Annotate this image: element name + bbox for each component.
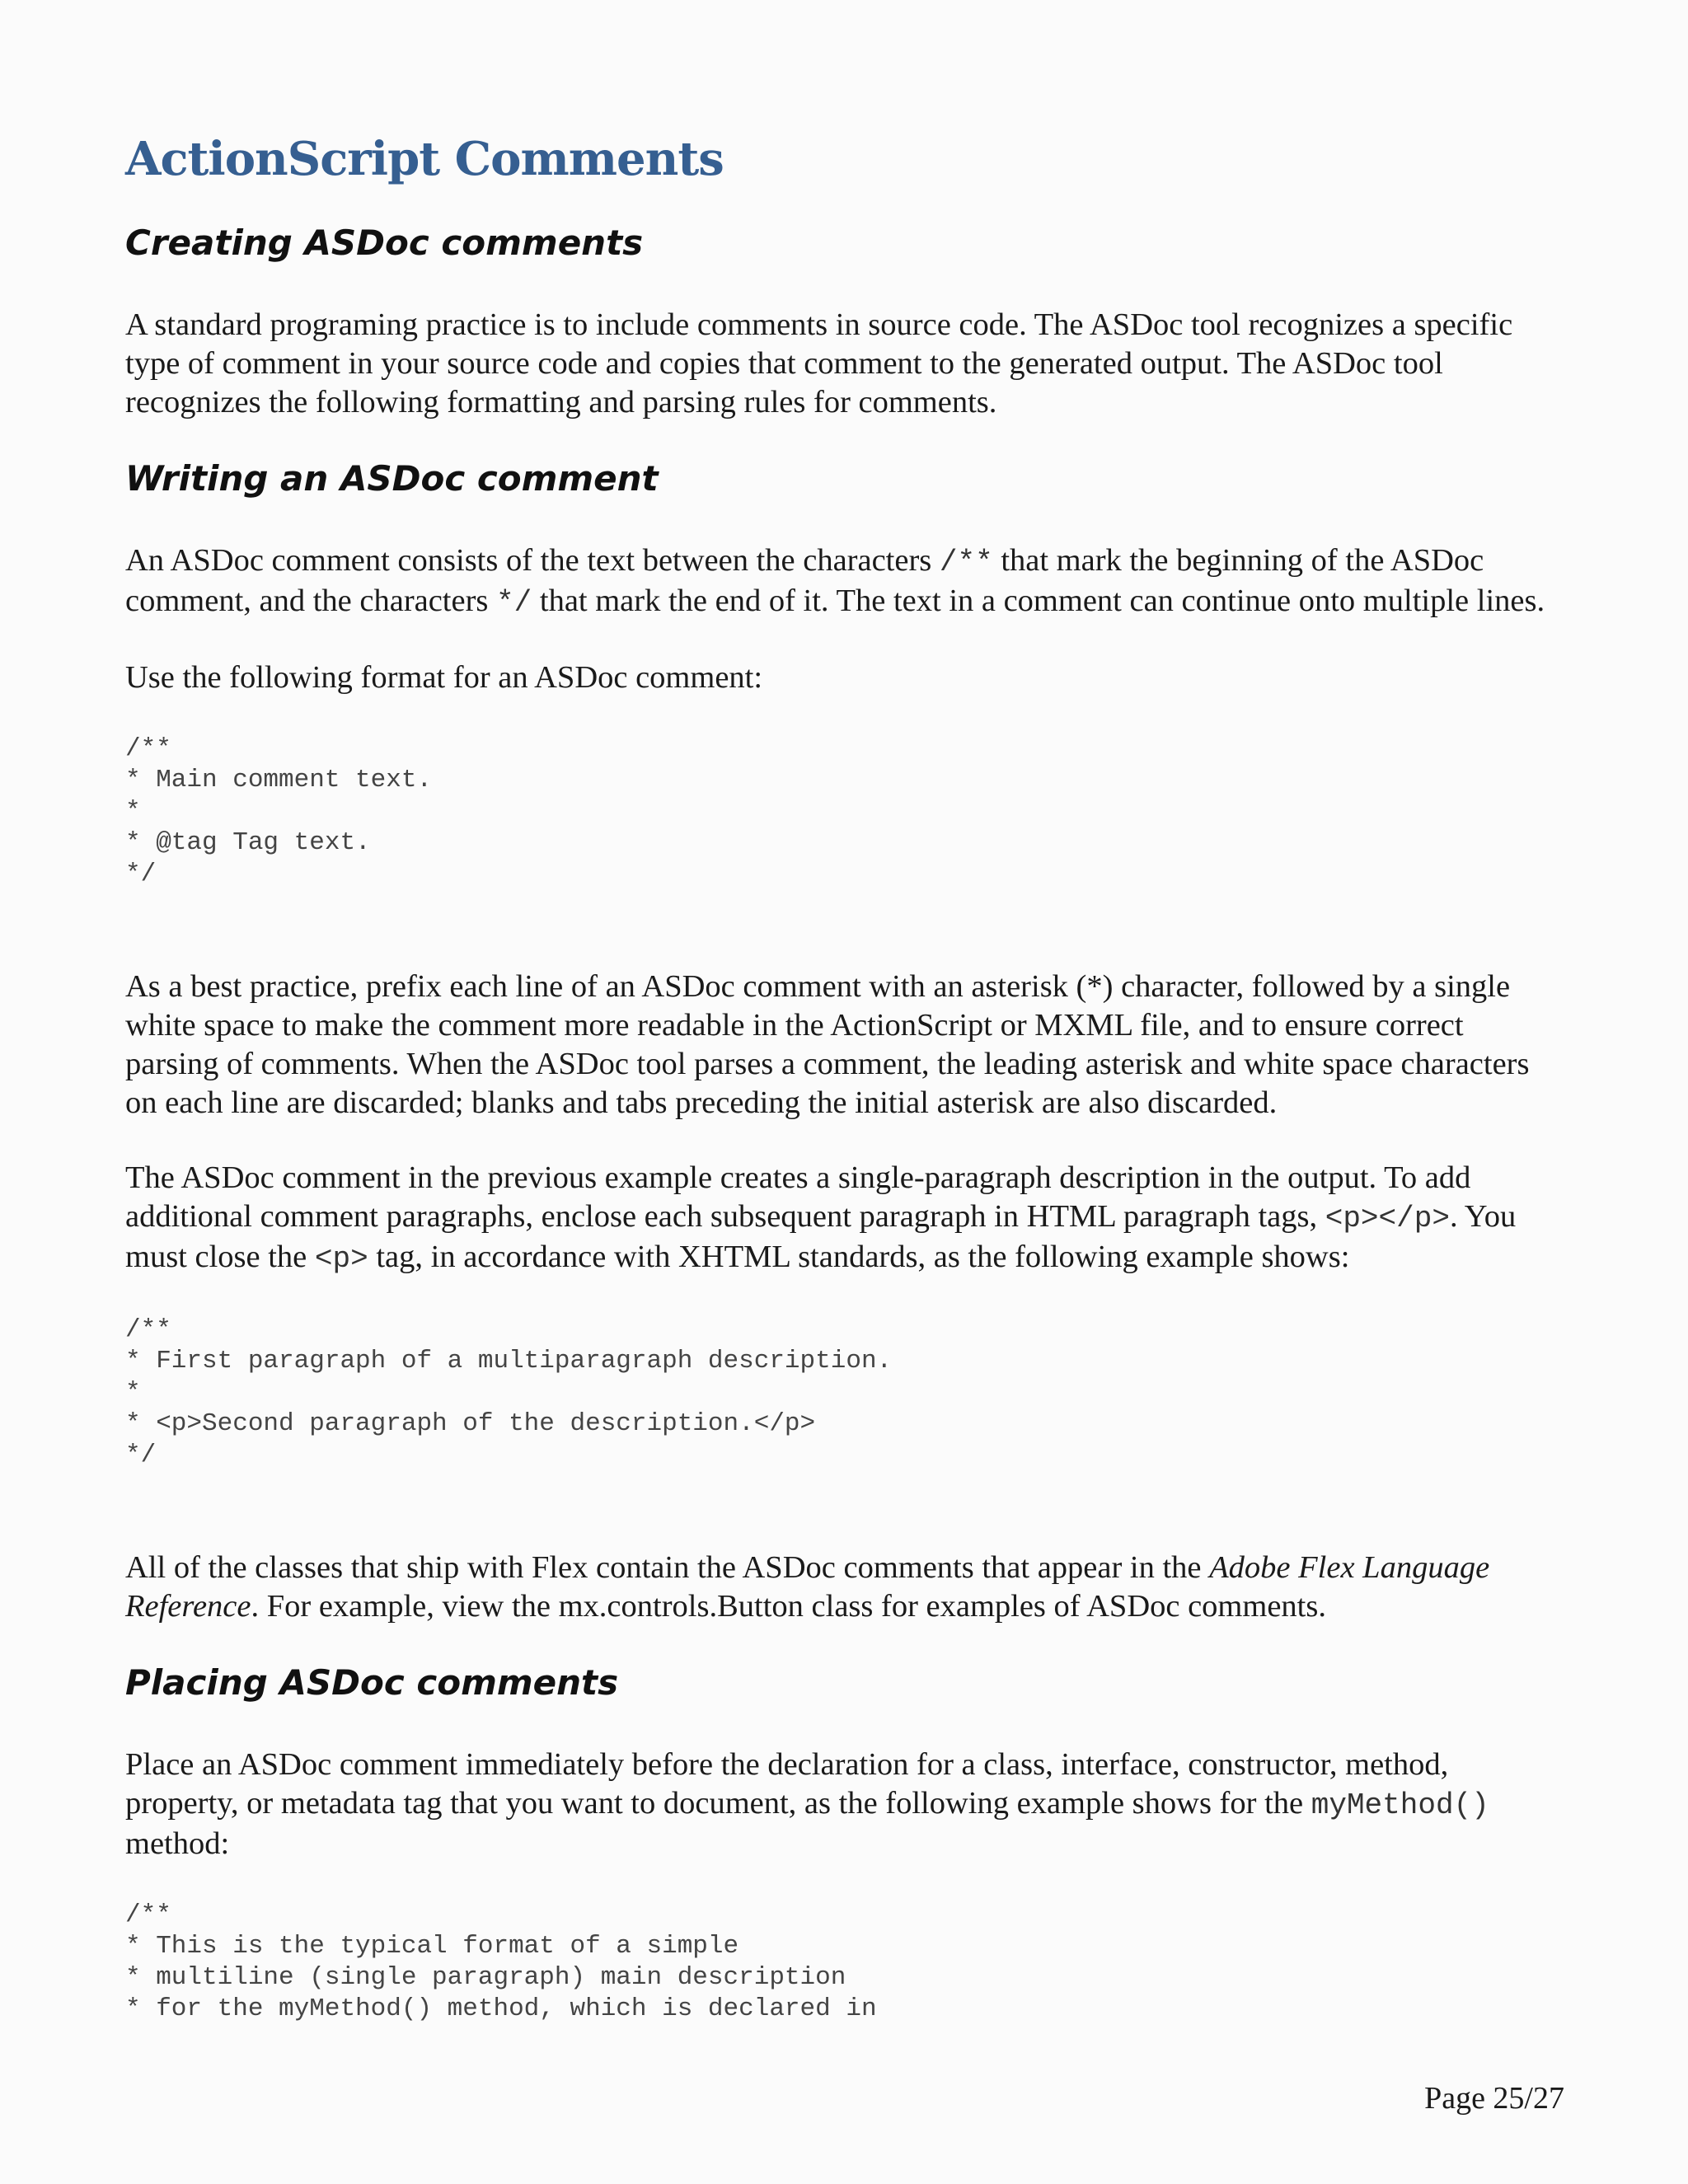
heading-creating-asdoc-comments: Creating ASDoc comments [125,223,644,263]
paragraph-creating-intro: A standard programing practice is to include comments in source code. The ASDoc tool recognizes a specific type of comment in your source code and copies that comment to the generated output. The ASDoc tool recognizes the following formatting and parsing rules for comments. [125,307,1513,419]
text-segment: An ASDoc comment consists of the text between the characters [125,543,940,578]
text-segment: The ASDoc comment in the previous example creates a single-paragraph description in the output. To add additional comment paragraphs, enclose each subsequent paragraph in HTML paragraph tags, [125,1160,1471,1234]
text-segment: . For example, view the mx.controls.Button class for examples of ASDoc comments. [251,1589,1326,1624]
inline-code: /** [939,546,993,579]
text-segment: method: [125,1826,230,1861]
text-segment: Place an ASDoc comment immediately before the declaration for a class, interface, constructor, method, property, or metadata tag that you want to document, as the following example shows for the [125,1747,1449,1821]
inline-code: myMethod() [1311,1788,1489,1822]
paragraph-multiparagraph [125,1159,1559,1278]
paragraph-format-intro: Use the following format for an ASDoc comment: [125,660,763,695]
code-block-multiparagraph: /** * First paragraph of a multiparagraph description. * * <p>Second paragraph of the description.</p> */ [125,1315,893,1469]
paragraph-best-practice: As a best practice, prefix each line of an ASDoc comment with an asterisk (*) character, followed by a single white space to make the comment more readable in the ActionScript or MXML file, and to ensure correct parsing of comments. When the ASDoc tool parses a comment, the leading asterisk and white space characters on each line are discarded; blanks and tabs preceding the initial asterisk are also discarded. [125,969,1530,1120]
document-page [125,132,1559,2102]
page-number: Page 25/27 [1424,2081,1564,2116]
heading-placing-asdoc-comments: Placing ASDoc comments [125,1662,619,1703]
inline-code: <p> [314,1242,368,1276]
inline-code: <p></p> [1325,1202,1450,1235]
code-block-format: /** * Main comment text. * * @tag Tag text. */ [125,734,433,888]
paragraph-placing-intro [125,1746,1559,1863]
text-segment: . You must close the [125,1199,1517,1274]
text-segment: All of the classes that ship with Flex contain the ASDoc comments that appear in the [125,1550,1210,1585]
inline-code: */ [496,586,532,620]
heading-writing-asdoc-comment: Writing an ASDoc comment [125,458,659,499]
paragraph-flex-classes [125,1549,1559,1626]
text-segment: that mark the end of it. The text in a comment can continue onto multiple lines. [532,583,1545,618]
page-title: ActionScript Comments [125,132,724,186]
code-block-mymethod: /** * This is the typical format of a simple * multiline (single paragraph) main description * for the myMethod() method, which is declared in [125,1900,877,2023]
reference-title: Adobe Flex Language Reference [125,1550,1490,1624]
text-segment: tag, in accordance with XHTML standards, as the following example shows: [368,1240,1350,1274]
text-segment: that mark the beginning of the ASDoc comment, and the characters [125,543,1484,618]
paragraph-writing-definition [125,541,1559,622]
